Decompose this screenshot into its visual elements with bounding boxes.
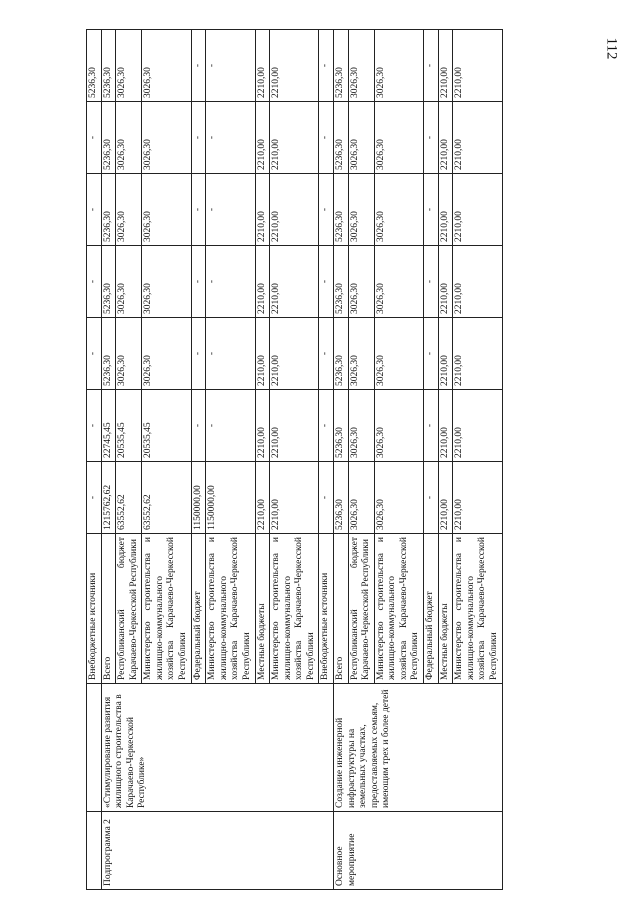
value-cell: - [319, 246, 334, 318]
source-cell: Республиканский бюджет Карачаево-Черкесской Республики [116, 534, 142, 684]
value-cell: 2210,00 [453, 174, 502, 246]
value-cell: - [424, 462, 439, 534]
source-cell: Министерство строительства и жилищно-коммунального хозяйства Карачаево-Черкесской Республики [206, 534, 255, 684]
source-cell: Местные бюджеты [438, 534, 453, 684]
value-cell: 2210,00 [255, 174, 270, 246]
value-cell: 3026,30 [348, 462, 374, 534]
value-cell: 2210,00 [270, 30, 319, 102]
value-cell: - [424, 102, 439, 174]
value-cell: 3026,30 [142, 102, 191, 174]
source-cell: Местные бюджеты [255, 534, 270, 684]
value-cell: 2210,00 [453, 390, 502, 462]
value-cell: - [87, 462, 102, 534]
value-cell: 5236,30 [87, 30, 102, 102]
source-cell: Всего [333, 534, 348, 684]
value-cell: 3026,30 [348, 174, 374, 246]
value-cell: 5236,30 [333, 174, 348, 246]
value-cell: 5236,30 [101, 174, 116, 246]
value-cell: 5236,30 [333, 318, 348, 390]
value-cell: 2210,00 [438, 318, 453, 390]
source-cell: Внебюджетные источники [87, 534, 102, 684]
value-cell: 5236,30 [333, 246, 348, 318]
value-cell: - [319, 462, 334, 534]
value-cell: 2210,00 [270, 390, 319, 462]
source-cell: Министерство строительства и жилищно-коммунального хозяйства Карачаево-Черкесской Республики [374, 534, 423, 684]
value-cell: 3026,30 [116, 174, 142, 246]
value-cell: 2210,00 [438, 246, 453, 318]
value-cell: 5236,30 [101, 318, 116, 390]
rotated-page-area [86, 30, 621, 890]
value-cell: - [191, 102, 206, 174]
value-cell: 2210,00 [438, 102, 453, 174]
funding-table [86, 29, 503, 890]
value-cell: 2210,00 [438, 390, 453, 462]
value-cell: 5236,30 [101, 30, 116, 102]
value-cell: 5236,30 [333, 30, 348, 102]
source-cell: Федеральный бюджет [424, 534, 439, 684]
value-cell: 2210,00 [270, 246, 319, 318]
value-cell: 3026,30 [348, 102, 374, 174]
page-number: 112 [603, 37, 620, 60]
value-cell: - [206, 246, 255, 318]
value-cell: 3026,30 [374, 30, 423, 102]
table-row [333, 30, 348, 890]
value-cell: - [206, 30, 255, 102]
value-cell: 3026,30 [348, 390, 374, 462]
value-cell: 3026,30 [142, 174, 191, 246]
block-label: Подпрограмма 2 [101, 812, 333, 890]
value-cell: 2210,00 [255, 102, 270, 174]
value-cell: 5236,30 [333, 102, 348, 174]
value-cell: - [319, 102, 334, 174]
block-title: Создание инженерной инфраструктуры на земельных участках, предоставляемых семьям, имеющим трех и более детей [333, 684, 502, 812]
value-cell: 2210,00 [438, 462, 453, 534]
table-row [87, 30, 102, 890]
value-cell: - [191, 390, 206, 462]
value-cell: 3026,30 [374, 390, 423, 462]
value-cell: - [206, 390, 255, 462]
value-cell: - [424, 390, 439, 462]
value-cell: 3026,30 [116, 30, 142, 102]
value-cell: 5236,30 [333, 462, 348, 534]
value-cell: 63552,62 [142, 462, 191, 534]
value-cell: 2210,00 [438, 30, 453, 102]
value-cell: - [87, 390, 102, 462]
value-cell: 3026,30 [116, 318, 142, 390]
value-cell: - [87, 174, 102, 246]
value-cell: 63552,62 [116, 462, 142, 534]
value-cell: 3026,30 [374, 462, 423, 534]
block-label: Основное мероприятие [333, 812, 502, 890]
value-cell: 20535,45 [142, 390, 191, 462]
value-cell: 3026,30 [142, 246, 191, 318]
value-cell: 2210,00 [453, 246, 502, 318]
value-cell: 3026,30 [374, 318, 423, 390]
value-cell: 1150000,00 [206, 462, 255, 534]
value-cell: 1215762,62 [101, 462, 116, 534]
value-cell: - [319, 174, 334, 246]
value-cell: - [191, 30, 206, 102]
value-cell: - [424, 30, 439, 102]
value-cell: 3026,30 [116, 102, 142, 174]
value-cell: 2210,00 [255, 30, 270, 102]
value-cell: 2210,00 [270, 318, 319, 390]
value-cell: 3026,30 [348, 318, 374, 390]
value-cell: 3026,30 [142, 30, 191, 102]
value-cell: 2210,00 [255, 246, 270, 318]
value-cell: 2210,00 [270, 174, 319, 246]
value-cell: 5236,30 [101, 102, 116, 174]
value-cell: - [191, 318, 206, 390]
table-row [101, 30, 116, 890]
value-cell: - [87, 318, 102, 390]
value-cell: 2210,00 [255, 462, 270, 534]
blank-cell [87, 812, 102, 890]
source-cell: Внебюджетные источники [319, 534, 334, 684]
value-cell: 5236,30 [101, 246, 116, 318]
value-cell: - [87, 102, 102, 174]
funding-table-sheet [86, 30, 621, 890]
source-cell: Республиканский бюджет Карачаево-Черкесской Республики [348, 534, 374, 684]
value-cell: - [319, 390, 334, 462]
source-cell: Всего [101, 534, 116, 684]
source-cell: Министерство строительства и жилищно-коммунального хозяйства Карачаево-Черкесской Республики [270, 534, 319, 684]
value-cell: 2210,00 [453, 318, 502, 390]
blank-cell [87, 684, 102, 812]
value-cell: 2210,00 [438, 174, 453, 246]
value-cell: 1150000,00 [191, 462, 206, 534]
value-cell: - [87, 246, 102, 318]
value-cell: 2210,00 [255, 318, 270, 390]
value-cell: 2210,00 [453, 30, 502, 102]
value-cell: 2210,00 [255, 390, 270, 462]
value-cell: 3026,30 [374, 174, 423, 246]
value-cell: 2210,00 [453, 102, 502, 174]
source-cell: Министерство строительства и жилищно-коммунального хозяйства Карачаево-Черкесской Республики [453, 534, 502, 684]
value-cell: - [206, 174, 255, 246]
value-cell: 2210,00 [270, 102, 319, 174]
value-cell: - [206, 318, 255, 390]
value-cell: - [424, 174, 439, 246]
value-cell: - [206, 102, 255, 174]
value-cell: - [191, 174, 206, 246]
value-cell: 3026,30 [374, 102, 423, 174]
value-cell: 3026,30 [374, 246, 423, 318]
value-cell: 2210,00 [453, 462, 502, 534]
value-cell: 2210,00 [270, 462, 319, 534]
value-cell: 22745,45 [101, 390, 116, 462]
value-cell: - [424, 318, 439, 390]
value-cell: 20535,45 [116, 390, 142, 462]
block-title: «Стимулирование развития жилищного строительства в Карачаево-Черкесской Республике» [101, 684, 333, 812]
value-cell: 3026,30 [116, 246, 142, 318]
source-cell: Министерство строительства и жилищно-коммунального хозяйства Карачаево-Черкесской Республики [142, 534, 191, 684]
value-cell: 5236,30 [333, 390, 348, 462]
value-cell: - [424, 246, 439, 318]
value-cell: - [191, 246, 206, 318]
source-cell: Федеральный бюджет [191, 534, 206, 684]
value-cell: - [319, 318, 334, 390]
value-cell: - [319, 30, 334, 102]
value-cell: 3026,30 [348, 30, 374, 102]
value-cell: 3026,30 [142, 318, 191, 390]
value-cell: 3026,30 [348, 246, 374, 318]
